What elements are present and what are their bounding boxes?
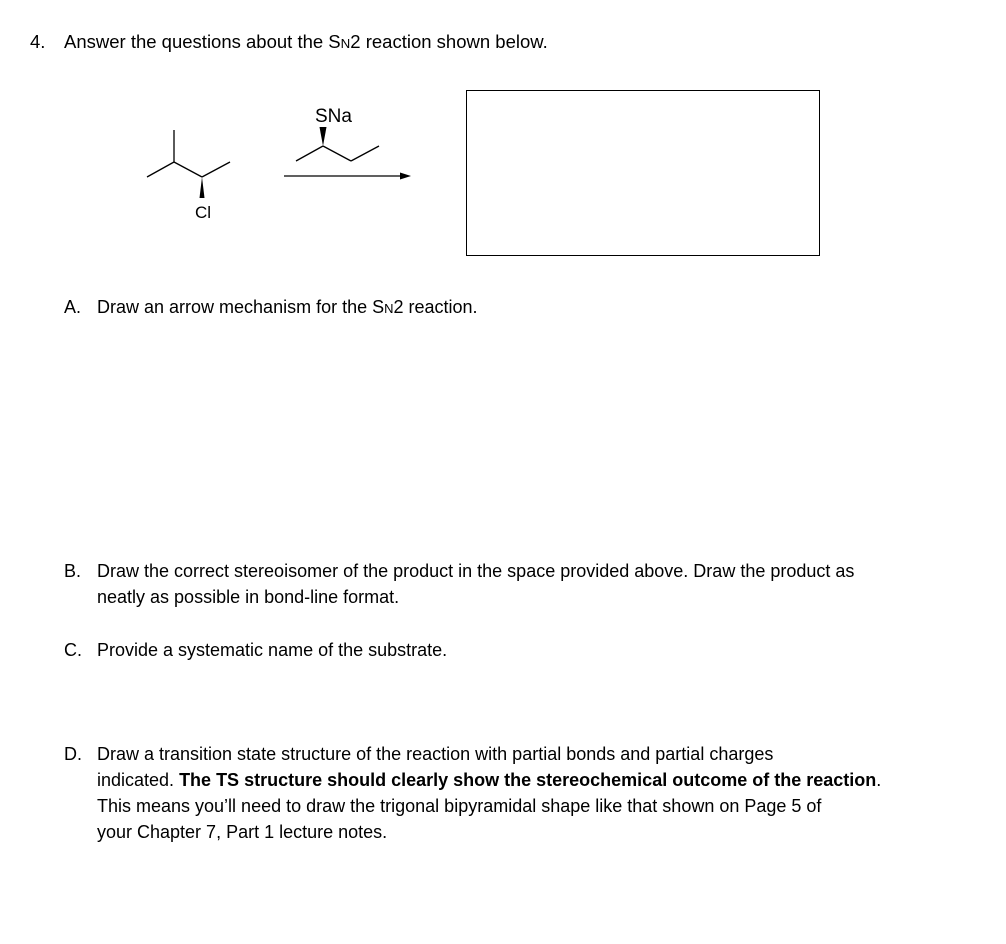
part-d (64, 741, 964, 845)
part-a-text-post: 2 reaction. (393, 297, 478, 317)
substrate-bond (147, 162, 174, 177)
part-d-line-2-bold: The TS structure should clearly show the stereochemical outcome of the reaction (179, 770, 877, 790)
reaction-arrow-head (400, 173, 411, 180)
part-d-letter: D. (64, 744, 82, 764)
part-a (64, 294, 964, 322)
part-c-text: Provide a systematic name of the substrate. (97, 640, 448, 660)
part-a-text-pre: Draw an arrow mechanism for the S (97, 297, 385, 317)
part-b (64, 558, 964, 610)
substrate-leaving-group-label: Cl (195, 203, 212, 222)
part-b-line-2: neatly as possible in bond-line format. (97, 587, 400, 607)
part-d-text (97, 741, 964, 845)
substrate-bond (202, 162, 230, 177)
part-d-line-4: your Chapter 7, Part 1 lecture notes. (97, 822, 388, 842)
substrate-wedge-bond (200, 177, 205, 198)
reagent-label: SNa (315, 106, 352, 127)
reagent-structure (296, 146, 379, 161)
substrate-bond (174, 162, 202, 177)
reagent-bond (323, 146, 351, 161)
part-b-letter: B. (64, 561, 82, 581)
part-a-text (97, 294, 964, 322)
part-b-text (97, 558, 964, 610)
part-c (64, 637, 964, 663)
part-a-letter: A. (64, 297, 82, 317)
part-b-line-1: Draw the correct stereoisomer of the product in the space provided above. Draw the product as (97, 561, 855, 581)
part-d-line-2-plain: indicated. (97, 770, 180, 790)
question-title-text-post: 2 reaction shown below. (350, 31, 548, 52)
part-d-line-3: This means you’ll need to draw the trigonal bipyramidal shape like that shown on Page 5 of (97, 796, 822, 816)
part-d-line-2 (97, 767, 964, 793)
part-d-line-2-end: . (876, 770, 882, 790)
reagent-wedge-bond (320, 127, 327, 146)
part-a-subscript: N (384, 301, 394, 316)
part-d-line-1: Draw a transition state structure of the reaction with partial bonds and partial charges (97, 744, 774, 764)
question-title-subscript: N (340, 36, 351, 51)
question-number: 4. (30, 31, 46, 52)
substrate-structure (147, 130, 230, 177)
reagent-bond (296, 146, 323, 161)
product-answer-box[interactable] (466, 90, 820, 256)
question-title-text-pre: Answer the questions about the S (64, 31, 341, 52)
part-c-letter: C. (64, 640, 82, 660)
reagent-bond (351, 146, 379, 161)
